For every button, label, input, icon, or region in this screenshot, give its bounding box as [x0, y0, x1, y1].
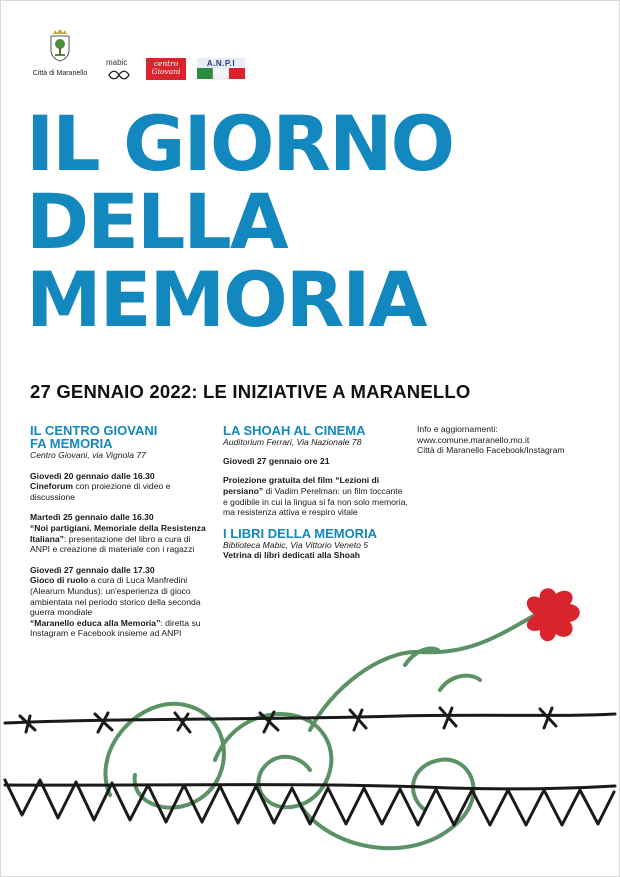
section-title: LA SHOAH AL CINEMA — [223, 423, 366, 438]
event-description — [223, 475, 408, 517]
title-line-3: MEMORIA — [26, 255, 426, 344]
title-line-1: IL GIORNO — [26, 99, 454, 188]
section-title-line-1: IL CENTRO GIOVANI — [30, 423, 158, 438]
info-website: www.comune.maranello.mo.it — [417, 434, 530, 445]
libri-memoria-section — [223, 527, 408, 561]
main-title — [26, 99, 606, 344]
info-heading: Info e aggiornamenti: — [417, 424, 498, 434]
shoah-cinema-section — [223, 424, 408, 561]
event-description — [30, 481, 212, 502]
mabic-logo-text: mabic — [106, 58, 128, 67]
event-highlight: “Noi partigiani. Memoriale della Resistenza Italiana” — [30, 522, 206, 544]
event-highlight: Gioco di ruolo — [30, 575, 89, 586]
event-noi-partigiani — [30, 512, 212, 554]
centro-giovani-logo — [146, 58, 186, 80]
event-text: con proiezione di video e discussione — [30, 481, 171, 502]
crest-caption: Città di Maranello — [32, 70, 88, 77]
section-place: Biblioteca Mabic, Via Vittorio Veneto 5 — [223, 539, 369, 550]
info-social: Città di Maranello Facebook/Instagram — [417, 445, 565, 456]
title-line-2: DELLA — [26, 177, 287, 266]
event-date: Giovedì 27 gennaio dalle 17.30 — [30, 564, 155, 575]
mabic-infinity-icon — [106, 60, 138, 80]
anpi-logo — [196, 58, 246, 80]
anpi-logo-text: A.N.P.I — [206, 59, 236, 68]
info-section — [417, 424, 592, 456]
event-highlight: “Maranello educa alla Memoria” — [30, 617, 161, 628]
event-text: : diretta su Instagram e Facebook insieme ad ANPI — [30, 617, 201, 639]
event-text: a cura di Luca Manfredini (Alearum Mundus): un'esperienza di gioco ambientata nel periodo storico della seconda guerra mondiale — [30, 575, 201, 618]
event-cineforum — [30, 471, 212, 503]
subtitle: 27 GENNAIO 2022: LE INIZIATIVE A MARANELLO — [30, 381, 471, 402]
event-date: Giovedì 27 gennaio ore 21 — [223, 456, 330, 467]
maranello-crest-logo — [30, 28, 90, 77]
section-place: Auditorium Ferrari, Via Nazionale 78 — [223, 437, 362, 447]
event-highlight: Cineforum — [30, 481, 73, 492]
section-place: Centro Giovani, via Vignola 77 — [30, 450, 146, 460]
mabic-logo — [106, 60, 138, 80]
crest-icon — [49, 28, 71, 62]
section-title: I LIBRI DELLA MEMORIA — [223, 525, 378, 541]
event-text: di Vadim Perelman: un film toccante e godibile in cui la lingua si fa non solo memoria, ma resistenza attiva e respiro vitale — [223, 485, 408, 518]
centro-giovani-logo-line1: centro — [153, 59, 179, 68]
barbed-wire-illustration — [0, 580, 620, 875]
event-text: : presentazione del libro a cura di ANPI e creazione di materiale con i ragazzi — [30, 533, 195, 555]
section-description: Vetrina di libri dedicati alla Shoah — [223, 550, 361, 561]
event-highlight: Proiezione gratuita del film “Lezioni di persiano” — [223, 475, 380, 496]
centro-giovani-logo-line2: Giovani — [151, 67, 181, 76]
section-title-line-2: FA MEMORIA — [30, 436, 113, 451]
event-description — [30, 523, 212, 555]
event-date: Giovedì 20 gennaio dalle 16.30 — [30, 470, 155, 481]
event-date: Martedì 25 gennaio dalle 16.30 — [30, 512, 154, 523]
red-flower-icon — [527, 588, 580, 641]
